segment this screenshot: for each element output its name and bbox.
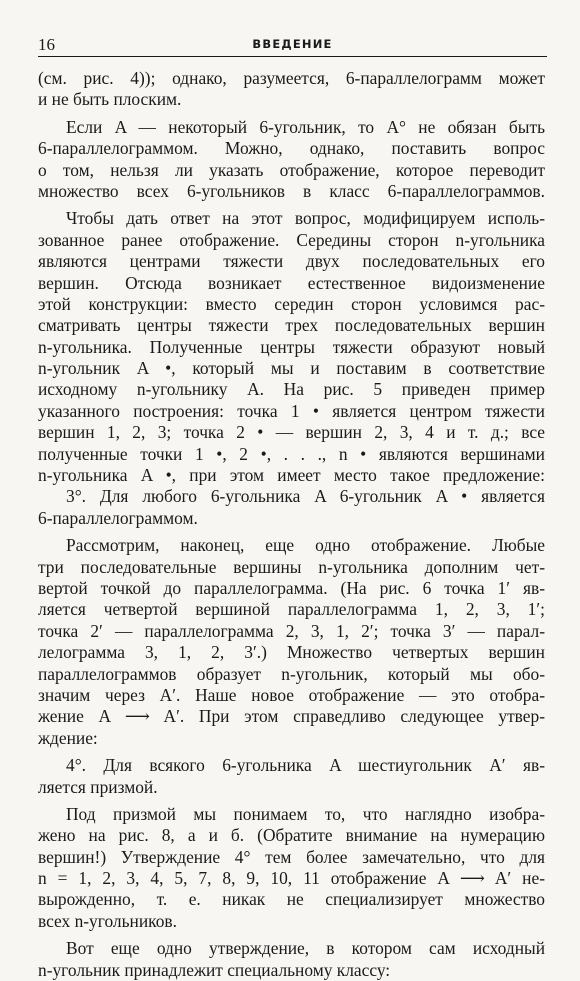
- text-line: значим через A′. Наше новое отображение — это отобра-: [38, 684, 545, 705]
- text-line: 6-параллелограммом. Можно, однако, поставить вопрос: [38, 138, 545, 159]
- body-text: [38, 68, 545, 981]
- text-line: множество всех 6-угольников в класс 6-параллелограммов.: [38, 180, 545, 201]
- text-line: вертой точкой до параллелограмма. (На рис. 6 точка 1′ яв-: [38, 577, 545, 598]
- text-line: вырожденно, т. е. никак не специализирует множество: [38, 889, 545, 910]
- text-line: и не быть плоским.: [38, 89, 182, 110]
- text-line: ляется призмой.: [38, 776, 158, 797]
- text-line: вершин. Отсюда возникает естественное видоизменение: [38, 272, 545, 293]
- text-line: о том, нельзя ли указать отображение, которое переводит: [38, 159, 545, 180]
- text-line: 3°. Для любого 6-угольника A 6-угольник A • является: [66, 486, 545, 507]
- text-line: n-угольник принадлежит специальному классу:: [38, 959, 391, 980]
- text-line: жение A ⟶ A′. При этом справедливо следующее утвер-: [38, 706, 545, 727]
- text-line: Вот еще одно утверждение, в котором сам исходный: [66, 938, 545, 959]
- text-line: точка 2′ — параллелограмма 2, 3, 1, 2′; точка 3′ — парал-: [38, 620, 545, 641]
- text-line: этой конструкции: вместо середин сторон условимся рас-: [38, 293, 545, 314]
- text-line: Чтобы дать ответ на этот вопрос, модифицируем исполь-: [66, 208, 545, 229]
- text-line: вершин!) Утверждение 4° тем более замечательно, что для: [38, 846, 545, 867]
- text-line: Если A — некоторый 6-угольник, то A° не обязан быть: [66, 116, 545, 137]
- text-line: зованное ранее отображение. Середины сторон n-угольника: [38, 229, 545, 250]
- text-line: три последовательные вершины n-угольника дополним чет-: [38, 556, 545, 577]
- text-line: исходному n-угольнику A. На рис. 5 приведен пример: [38, 379, 545, 400]
- text-line: 6-параллелограммом.: [38, 507, 198, 528]
- text-line: Под призмой мы понимаем то, что наглядно изобра-: [66, 803, 545, 824]
- text-line: параллелограммов образует n-угольник, который мы обо-: [38, 663, 545, 684]
- text-line: жено на рис. 8, а и б. (Обратите внимание на нумерацию: [38, 825, 545, 846]
- running-title: ВВЕДЕНИЕ: [252, 37, 333, 51]
- text-line: n-угольника. Полученные центры тяжести образуют новый: [38, 336, 545, 357]
- text-line: являются центрами тяжести двух последовательных его: [38, 251, 545, 272]
- text-line: вершин 1, 2, 3; точка 2 • — вершин 2, 3, 4 и т. д.; все: [38, 422, 545, 443]
- text-line: Рассмотрим, наконец, еще одно отображение. Любые: [66, 535, 545, 556]
- text-line: 4°. Для всякого 6-угольника A шестиугольник A′ яв-: [66, 755, 545, 776]
- text-line: указанного построения: точка 1 • является центром тяжести: [38, 400, 545, 421]
- text-line: n-угольник A •, который мы и поставим в соответствие: [38, 358, 545, 379]
- text-line: лелограмма 3, 1, 2, 3′.) Множество четвертых вершин: [38, 642, 545, 663]
- text-line: ждение:: [38, 727, 98, 748]
- page-header: [38, 34, 547, 57]
- page-number: 16: [38, 35, 55, 54]
- text-line: n-угольника A •, при этом имеет место такое предложение:: [38, 465, 545, 486]
- text-line: полученные точки 1 •, 2 •, . . ., n • являются вершинами: [38, 443, 545, 464]
- text-line: n = 1, 2, 3, 4, 5, 7, 8, 9, 10, 11 отображение A ⟶ A′ не-: [38, 868, 545, 889]
- text-line: сматривать центры тяжести трех последовательных вершин: [38, 315, 545, 336]
- text-line: ляется четвертой вершиной параллелограмма 1, 2, 3, 1′;: [38, 599, 545, 620]
- text-line: (см. рис. 4)); однако, разумеется, 6-параллелограмм может: [38, 68, 545, 88]
- text-line: всех n-угольников.: [38, 910, 177, 931]
